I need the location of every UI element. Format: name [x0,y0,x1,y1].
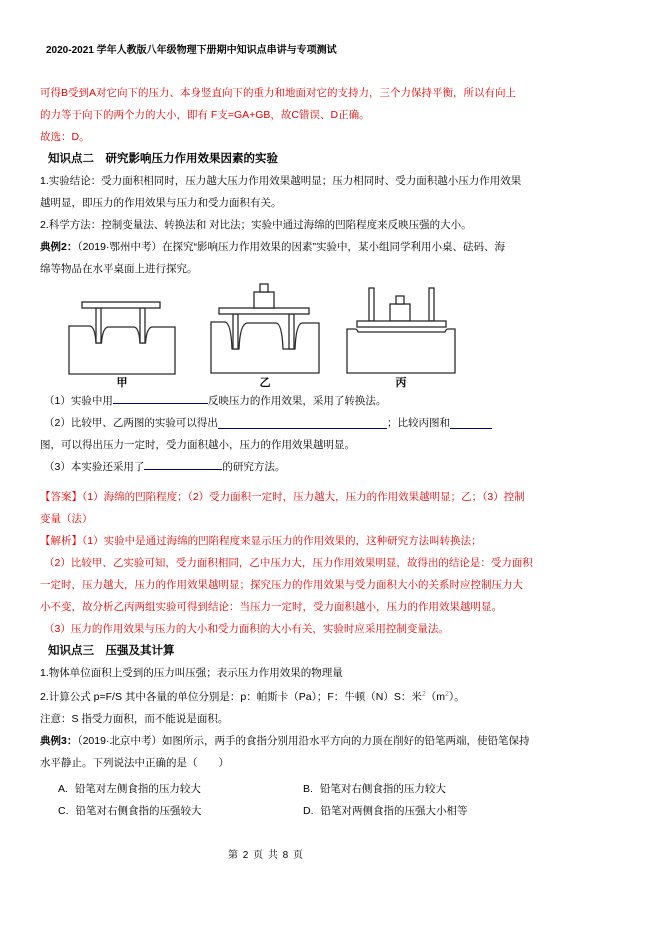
kp3-formula-line [40,684,492,708]
answer-line-2: 变量（法） [40,513,93,525]
superscript-2: 2 [421,691,426,698]
blank-line-2-long [218,427,387,429]
formula-unit: （m [425,691,445,703]
option-d-key: D. [303,805,314,817]
example2-stem-text: （2019·鄂州中考）在探究“影响压力作用效果的因素”实验中，某小组同学利用小桌、砝码、海 [77,241,505,253]
question-2-mid: ；比较丙图和 [387,417,450,429]
option-a-key: A. [58,783,68,795]
question-1 [40,390,492,412]
option-b-text: 铅笔对右侧食指的压力较大 [319,783,446,795]
options-list [40,778,492,822]
analysis-2-line-1: （2）比较甲、乙实验可知，受力面积相同，乙中压力大，压力作用效果明显，故得出的结论是：受力面积 [44,557,533,569]
figure-bing [344,282,458,390]
analysis-2-line-2: 一定时，压力越大，压力的作用效果越明显；探究压力的作用效果与受力面积大小的关系时应控制压力大 [40,579,523,591]
option-c-key: C. [58,805,69,817]
figure-jia [66,292,178,390]
option-c-text: 铅笔对右侧食指的压强较大 [75,805,202,817]
formula-text: 2.计算公式 p=F/S 其中各量的单位分别是：p：帕斯卡（Pa）；F：牛顿（N）S：米 [40,691,422,703]
figure-label-bing: 丙 [395,377,407,389]
page-number: 第 2 页 共 8 页 [227,850,304,861]
kp2-conclusion-line-1: 1.实验结论：受力面积相同时，压力越大压力作用效果越明显；压力相同时、受力面积越小压力作用效果 [40,175,522,187]
analysis-marker: 【解析】 [40,535,82,547]
example2-stem-line-2: 绵等物品在水平桌面上进行探究。 [40,263,198,275]
example3-stem-line-1 [40,730,530,752]
blank-line-1 [113,391,208,404]
superscript-2: 2 [445,691,449,698]
kp2-heading: 知识点二 研究影响压力作用效果因素的实验 [48,153,278,165]
blank-line-2-short [450,427,492,429]
prev-answer-line-2: 的力等于向下的两个力的大小，即有 F支=GA+GB，故C错误、D正确。 [40,109,370,121]
experiment-figure [40,286,492,390]
analysis-line-1 [40,530,492,552]
prev-answer-verdict: 故选：D。 [40,131,90,143]
formula-end: ）。 [448,691,465,703]
figure-yi [208,282,322,390]
question-1-pre: （1）实验中用 [44,395,113,407]
option-c [58,800,303,822]
analysis-2-line-3: 小不变，故分析乙丙两组实验可得到结论：当压力一定时，受力面积越小，压力的作用效果越明显。 [40,601,502,613]
option-d [303,800,468,822]
analysis-3-line: （3）压力的作用效果与压力的大小和受力面积的大小有关，实验时应采用控制变量法。 [44,623,449,635]
question-1-post: 反映压力的作用效果，采用了转换法。 [207,395,387,407]
example2-stem-line-1 [40,236,505,258]
example3-stem-text: （2019·北京中考）如图所示，两手的食指分别用沿水平方向的力顶在削好的铅笔两端，使铅笔保持 [77,735,530,747]
doc-header-title: 2020-2021 学年人教版八年级物理下册期中知识点串讲与专项测试 [46,45,337,56]
figure-label-yi: 乙 [259,377,271,389]
kp2-conclusion-line-2: 越明显，即压力的作用效果与压力和受力面积有关。 [40,197,282,209]
question-3-pre: （3）本实验还采用了 [44,461,145,473]
prev-answer-line-1: 可得B受到A对它向下的压力、本身竖直向下的重力和地面对它的支持力，三个力保持平衡，所以有向上 [40,87,517,99]
kp3-definition-line: 1.物体单位面积上受到的压力叫压强；表示压力作用效果的物理量 [40,667,343,679]
table-legs-on-sponge-diagram [66,292,178,376]
kp3-heading: 知识点三 压强及其计算 [48,645,175,657]
option-b-key: B. [303,783,313,795]
question-3-post: 的研究方法。 [222,461,286,473]
option-a [58,778,303,800]
analysis-1-text: （1）实验中是通过海绵的凹陷程度来显示压力的作用效果的，这种研究方法叫转换法； [82,535,482,547]
question-2-line-1 [40,412,492,434]
options-row-2 [58,800,492,822]
question-3 [40,456,492,478]
option-d-text: 铅笔对两侧食指的压强大小相等 [320,805,468,817]
doc-body [40,82,533,822]
question-2-pre: （2）比较甲、乙两图的实验可以得出 [44,417,218,429]
example2-label: 典例2： [40,241,78,253]
options-row-1 [58,778,492,800]
option-a-text: 铅笔对左侧食指的压力较大 [74,783,201,795]
question-2-line-2: 图，可以得出压力一定时，受力面积越小，压力的作用效果越明显。 [40,439,355,451]
kp2-method-line: 2.科学方法：控制变量法、转换法和 对比法；实验中通过海绵的凹陷程度来反映压强的大小。 [40,219,472,231]
answer-line-1 [40,486,525,508]
answer-text: （1）海绵的凹陷程度；（2）受力面积一定时，压力越大，压力的作用效果越明显；乙；（3）控制 [82,491,525,503]
kp3-note-line: 注意：S 指受力面积，而不能说是面积。 [40,713,229,725]
answer-marker: 【答案】 [40,491,82,503]
figure-label-jia: 甲 [116,377,128,389]
example3-stem-line-2: 水平静止。下列说法中正确的是（ ） [40,757,229,769]
table-weight-on-sponge-diagram [208,282,322,376]
option-b [303,778,446,800]
example3-label: 典例3： [40,735,78,747]
blank-line-3 [144,457,222,470]
inverted-table-weight-on-sponge-diagram [344,282,458,376]
